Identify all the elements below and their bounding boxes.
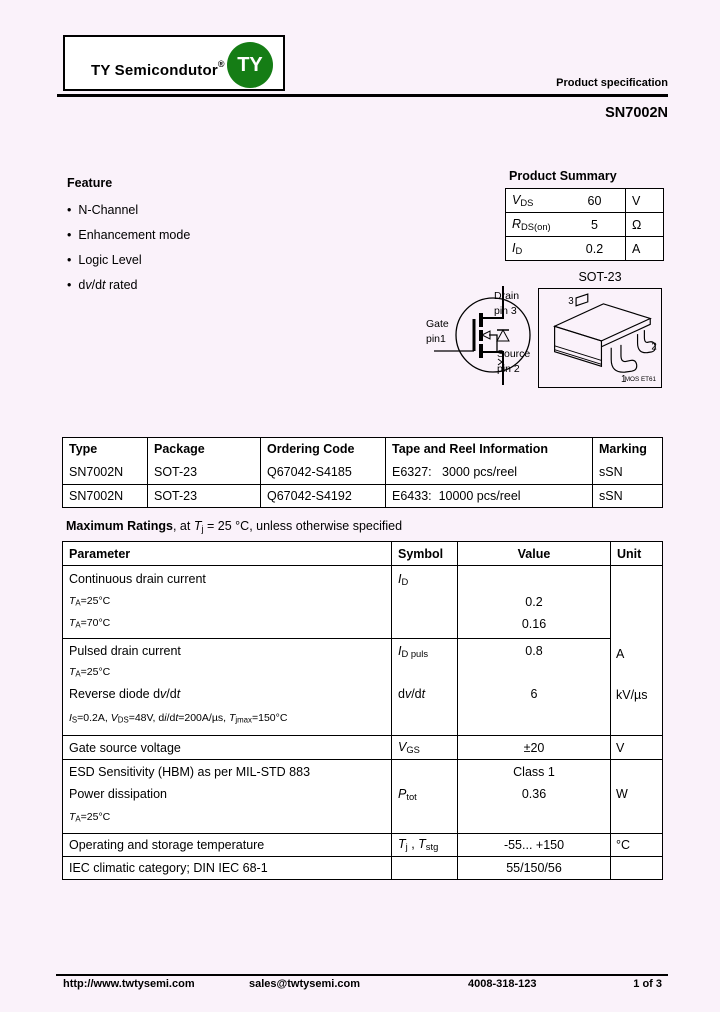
parameter: ESD Sensitivity (HBM) as per MIL-STD 883 [69,765,311,779]
table-row [63,736,663,760]
ratings-heading-bold: Maximum Ratings [66,519,173,533]
ratings-heading [66,519,402,534]
parameter-cell [63,760,392,834]
parameter: Operating and storage temperature [63,834,392,857]
gate-pin-label [426,317,449,347]
source-pin-label [497,347,530,377]
feature-title: Feature [67,176,113,190]
page-indicator: 1 of 3 [633,978,662,990]
footer-email: sales@twtysemi.com [249,978,360,990]
symbol: VDS [512,192,534,209]
bullet-icon: • [67,203,72,217]
value: -55... +150 [458,834,611,857]
col-header: Type [63,438,148,461]
cell: SOT-23 [148,485,261,508]
cell: sSN [593,461,663,485]
unit-cell [611,857,663,880]
header-rule [57,94,668,97]
symbol-cell [392,857,458,880]
feature-item [67,253,190,267]
value: 0.2 [525,595,543,609]
parameter: Continuous drain current [69,572,206,586]
value: 60 [587,193,602,208]
footer-phone: 4008-318-123 [468,978,537,990]
value: 55/150/56 [458,857,611,880]
parameter: Pulsed drain current [69,644,181,658]
parameter-cell [63,566,392,639]
col-header: Value [458,542,611,566]
value: Class 1 [513,765,555,779]
value-cell [458,760,611,834]
symbol: RDS(on) [512,216,551,233]
col-header: Unit [611,542,663,566]
cell: E6433: 10000 pcs/reel [386,485,593,508]
symbol-cell [392,566,458,639]
company-logo [63,35,285,91]
col-header: Symbol [392,542,458,566]
label-line: Drain [494,290,520,302]
value: 5 [591,217,598,232]
value: 0.16 [521,617,547,631]
brand-text: TY Semicondutor [91,62,218,79]
condition: TA=25°C [69,595,111,608]
table-row [506,237,664,261]
feature-item-text: Enhancement mode [78,228,191,242]
unit: A [616,646,625,661]
bullet-icon: • [67,253,72,267]
cell: SN7002N [63,485,148,508]
parameter: IEC climatic category; DIN IEC 68-1 [63,857,392,880]
pin1-number: 1 [620,373,627,385]
pin3-number: 3 [568,295,574,307]
feature-item-text: dv/dt rated [78,278,138,292]
product-summary-table [505,188,664,261]
table-row [63,485,663,508]
unit-cell [611,566,663,736]
ratings-table [62,541,663,880]
pin2-number: 2 [651,341,657,353]
label-line: Source [497,348,531,360]
package-name: SOT-23 [578,270,622,284]
feature-item [67,203,190,217]
cell: E6327: 3000 pcs/reel [386,461,593,485]
symbol-cell [392,639,458,736]
table-row [63,461,663,485]
feature-section [67,176,190,303]
unit: A [626,237,664,261]
label-line: pin 3 [494,305,517,317]
table-row [63,760,663,834]
label-line: Gate [426,318,449,330]
parameter-cell [63,639,392,736]
symbol: ID puls [398,644,429,660]
symbol: dv/dt [398,687,426,701]
condition: IS=0.2A, VDS=48V, di/dt=200A/µs, Tjmax=150°C [69,712,288,725]
feature-item-text: Logic Level [78,253,142,267]
table-row [63,857,663,880]
ratings-heading-rest: , at Tj = 25 °C, unless otherwise specified [172,519,403,535]
table-header-row [63,438,663,461]
condition: TA=25°C [69,811,111,824]
feature-item [67,228,190,242]
label-line: pin 2 [497,363,520,375]
unit: V [611,736,663,760]
feature-item [67,278,190,292]
symbol-cell [392,760,458,834]
table-row [506,213,664,237]
cell: Q67042-S4185 [261,461,386,485]
registered-mark: ® [217,59,225,69]
product-summary-title: Product Summary [509,169,617,183]
brand-name [91,37,225,98]
drawing-code: MOS ET61 [624,375,657,383]
cell: sSN [593,485,663,508]
value: 0.2 [585,241,604,256]
cell: Q67042-S4192 [261,485,386,508]
brand-badge-icon: TY [227,42,273,88]
col-header: Marking [593,438,663,461]
package-outline-figure [538,288,662,388]
table-row [63,639,663,736]
footer-url: http://www.twtysemi.com [63,978,195,990]
unit: Ω [626,213,664,237]
part-number: SN7002N [605,105,668,121]
col-header: Package [148,438,261,461]
col-header: Parameter [63,542,392,566]
parameter: Reverse diode dv/dt [69,687,181,701]
value: 0.36 [521,787,547,801]
col-header: Tape and Reel Information [386,438,593,461]
bullet-icon: • [67,278,72,292]
symbol: ID [398,572,409,588]
symbol: VGS [392,736,458,760]
table-row [506,189,664,213]
table-row [63,566,663,639]
sot23-package-drawing [539,289,660,386]
condition: TA=25°C [69,666,111,679]
unit: °C [611,834,663,857]
value: ±20 [458,736,611,760]
footer-rule [56,974,668,976]
col-header: Ordering Code [261,438,386,461]
unit: kV/µs [616,688,648,702]
cell: SOT-23 [148,461,261,485]
unit: W [616,787,628,801]
bullet-icon: • [67,228,72,242]
feature-item-text: N-Channel [78,203,139,217]
parameter: Gate source voltage [63,736,392,760]
symbol: ID [512,240,523,257]
table-header-row [63,542,663,566]
condition: TA=70°C [69,617,111,630]
drain-pin-label [494,289,519,319]
ordering-table [62,437,663,508]
symbol: Tj , Tstg [392,834,458,857]
parameter: Power dissipation [69,787,167,801]
doc-type-label: Product specification [556,77,668,89]
table-row [63,834,663,857]
symbol: Ptot [398,787,417,803]
cell: SN7002N [63,461,148,485]
unit: V [626,189,664,213]
value-cell [458,566,611,639]
value-cell [458,639,611,736]
label-line: pin1 [426,333,446,345]
value: 0.8 [525,644,543,658]
unit-cell [611,760,663,834]
value: 6 [530,687,538,701]
